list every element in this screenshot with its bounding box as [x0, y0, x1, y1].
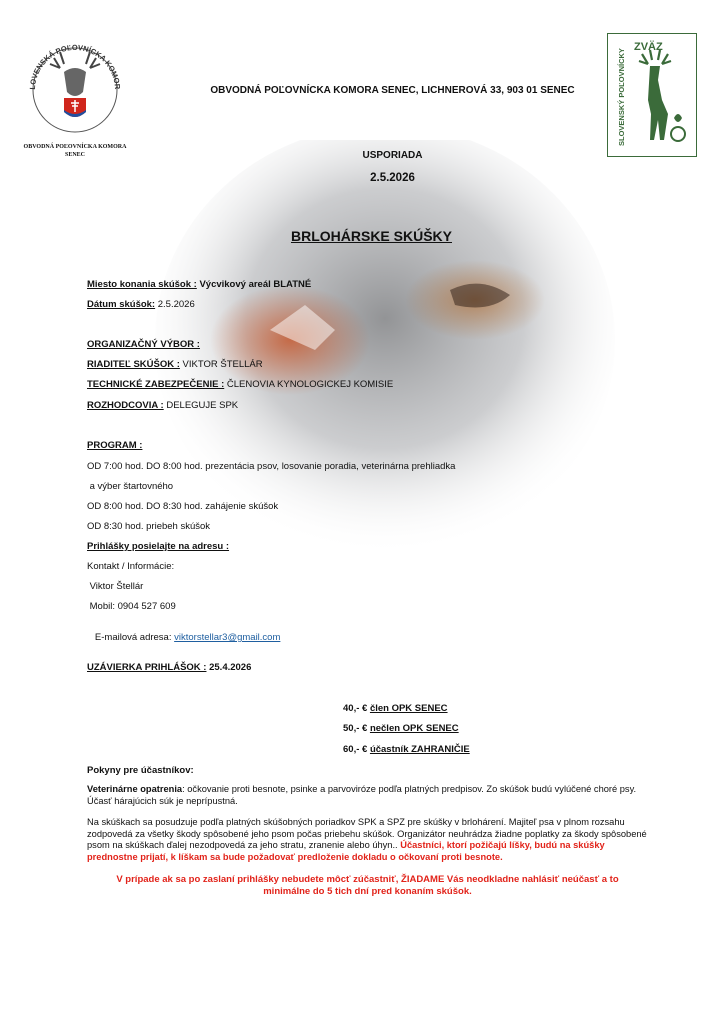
judges-label: ROZHODCOVIA :	[87, 400, 164, 411]
contact-mobile: Mobil: 0904 527 609	[87, 601, 176, 612]
program-label: PROGRAM :	[87, 440, 143, 451]
left-logo-caption: OBVODNÁ POĽOVNÍCKA KOMORA	[23, 144, 127, 150]
fee-non-member	[343, 723, 459, 734]
director-line	[87, 359, 263, 370]
technical-value: ČLENOVIA KYNOLOGICKEJ KOMISIE	[224, 379, 394, 390]
exam-date-label: Dátum skúšok:	[87, 299, 156, 310]
technical-line	[87, 379, 393, 390]
technical-label: TECHNICKÉ ZABEZPEČENIE :	[87, 379, 225, 390]
fee-amount: 60,- €	[343, 744, 370, 755]
director-label: RIADITEĽ SKÚŠOK :	[87, 359, 180, 370]
final-notice: V prípade ak sa po zaslaní prihlášky nebudete môcť zúčastniť, ŽIADAME Vás neodkladne nahlásiť neúčasť a to minimálne do 5 tich dní pred konaním skúšok.	[116, 874, 619, 897]
deadline-value: 25.4.2026	[206, 662, 252, 673]
fee-label: nečlen OPK SENEC	[369, 723, 459, 734]
email-link[interactable]: viktorstellar3@gmail.com	[174, 632, 281, 643]
deadline-line	[87, 662, 251, 673]
deadline-label: UZÁVIERKA PRIHLÁŠOK :	[87, 662, 207, 673]
judges-line	[87, 400, 238, 411]
director-value: VIKTOR ŠTELLÁR	[179, 359, 263, 370]
venue-value: Výcvikový areál BLATNÉ	[196, 279, 312, 290]
rules-paragraph	[87, 817, 647, 863]
fee-amount: 50,- €	[343, 723, 370, 734]
vet-label: Veterinárne opatrenia	[87, 784, 183, 794]
svg-text:SLOVENSKÁ POĽOVNÍCKA KOMORA: LOVENSKÁ POĽOVNÍCKA KOMOR	[27, 42, 123, 90]
exam-date-line	[87, 299, 195, 310]
applications-label: Prihlášky posielajte na adresu :	[87, 541, 230, 552]
email-label: E-mailová adresa:	[92, 632, 175, 643]
contact-label: Kontakt / Informácie:	[87, 561, 175, 572]
organization-header: OBVODNÁ POĽOVNÍCKA KOMORA SENEC, LICHNEROVÁ 33, 903 01 SENEC	[210, 85, 575, 96]
svg-text:SLOVENSKÝ POĽOVNÍCKY: SLOVENSKÝ POĽOVNÍCKY	[617, 48, 626, 146]
page-title: BRLOHÁRSKE SKÚŠKY	[290, 228, 452, 244]
svg-text:ZVÄZ: ZVÄZ	[634, 41, 663, 53]
organizes-label: USPORIADA	[362, 150, 423, 161]
rules-red-text: Účastníci, ktorí požičajú líšky, budú na skúšky prednostne prijatí, k líškam sa bude požadovať predloženie dokladu o očkovaní proti besnote.	[87, 840, 605, 862]
rules-text: Na skúškach sa posudzuje podľa platných skúšobných poriadkov SPK a SPZ pre skúšky v brlohárení. Majiteľ psa v plnom rozsahu zodpovedá za všetky škody spôsobené jeho psom počas priebehu skúšok. Organizátor neuhrádza žiadne poplatky za škody spôsobené psom na skúškach ďalej nezodpovedá za jeho stratu, zranenie alebo úhyn..	[87, 817, 647, 850]
left-logo-caption-town: SENEC	[64, 152, 85, 158]
fee-member	[343, 703, 448, 714]
exam-date-value: 2.5.2026	[155, 299, 195, 310]
fee-label: účastník ZAHRANIČIE	[369, 744, 470, 755]
judges-value: DELEGUJE SPK	[163, 400, 239, 411]
contact-name: Viktor Štellár	[87, 581, 144, 592]
program-line: a výber štartovného	[87, 481, 174, 492]
committee-label: ORGANIZAČNÝ VÝBOR :	[87, 339, 200, 350]
fee-amount: 40,- €	[343, 703, 370, 714]
event-date: 2.5.2026	[370, 172, 415, 184]
venue-line	[87, 279, 311, 290]
program-line: OD 7:00 hod. DO 8:00 hod. prezentácia psov, losovanie poradia, veterinárna prehliadka	[87, 461, 456, 472]
vet-paragraph	[87, 784, 647, 807]
fee-foreign	[343, 744, 470, 755]
vet-text: : očkovanie proti besnote, psinke a parvoviróze podľa platných predpisov. Zo skúšok budú vylúčené choré psy. Účasť hárajúcich súk je neprípustná.	[87, 784, 637, 806]
instructions-label: Pokyny pre účastníkov:	[87, 765, 194, 776]
program-line: OD 8:30 hod. priebeh skúšok	[87, 521, 211, 532]
venue-label: Miesto konania skúšok :	[87, 279, 197, 290]
program-line: OD 8:00 hod. DO 8:30 hod. zahájenie skúšok	[87, 501, 279, 512]
fee-label: člen OPK SENEC	[369, 703, 448, 714]
email-line	[87, 621, 280, 643]
